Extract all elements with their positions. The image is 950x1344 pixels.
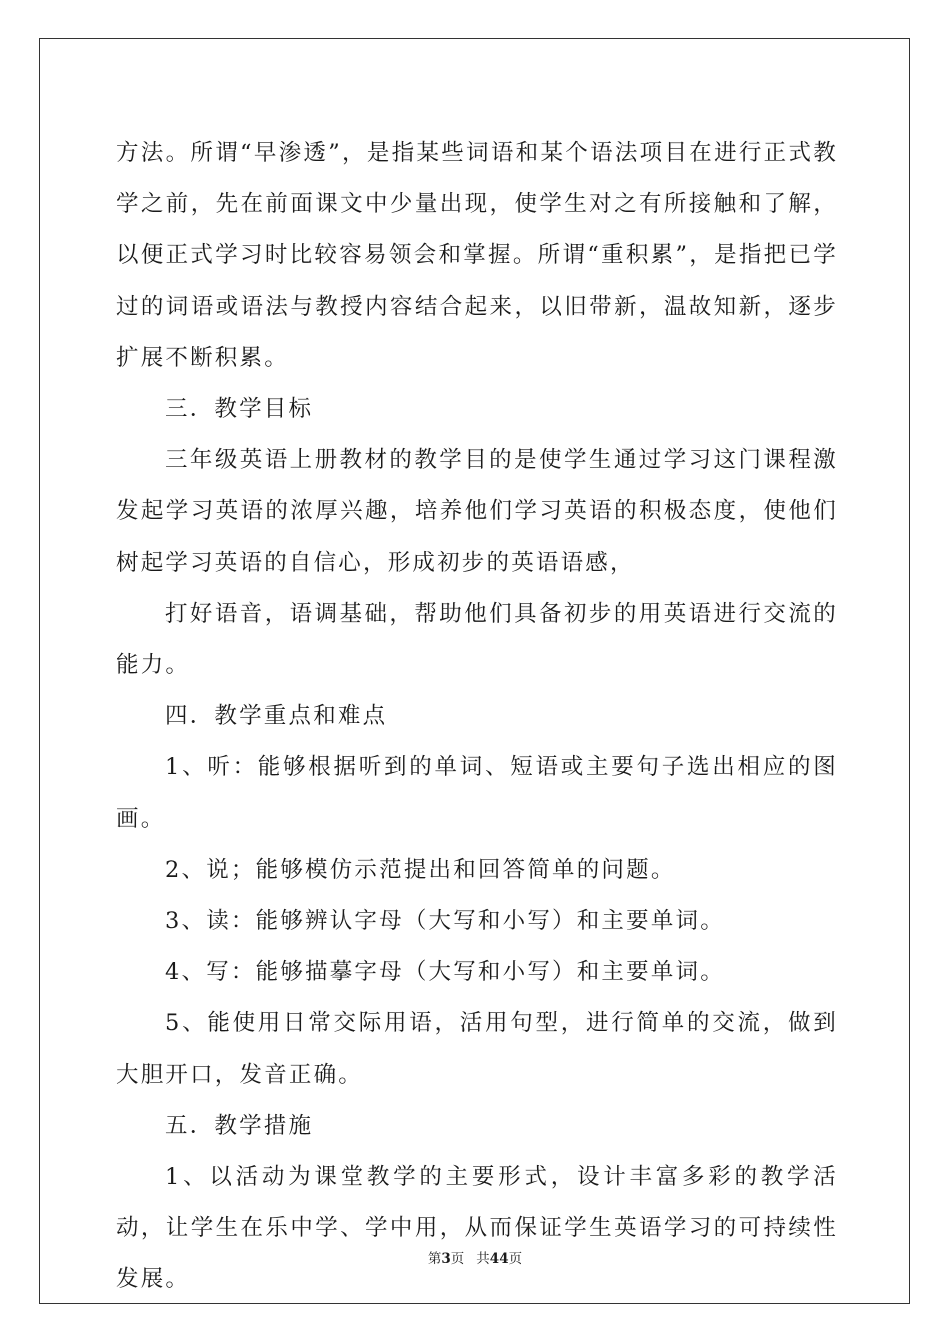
page-prefix: 第 [427, 1251, 442, 1267]
total-prefix: 共 [476, 1251, 490, 1267]
list-item-2: 2、说；能够模仿示范提出和回答简单的问题。 [165, 856, 676, 883]
page-suffix: 页 [450, 1251, 465, 1267]
list-item-3: 3、读：能够辨认字母（大写和小写）和主要单词。 [165, 908, 725, 935]
page-footer [0, 1247, 950, 1267]
section-heading-4: 四．教学重点和难点 [165, 703, 388, 730]
document-body [116, 128, 838, 1306]
page-number: 3 [441, 1251, 451, 1267]
paragraph-3: 打好语音，语调基础，帮助他们具备初步的用英语进行交流的能力。 [116, 600, 838, 679]
paragraph-1: 方法。所谓“早渗透”，是指某些词语和某个语法项目在进行正式教学之前，先在前面课文中少量出现，使学生对之有所接触和了解，以便正式学习时比较容易领会和掌握。所谓“重积累”，是指把已学过的词语或语法与教授内容结合起来，以旧带新，温故知新，逐步扩展不断积累。 [116, 140, 838, 371]
list-item-5: 5、能使用日常交际用语，活用句型，进行简单的交流，做到大胆开口，发音正确。 [116, 1010, 838, 1088]
list-item-4: 4、写：能够描摹字母（大写和小写）和主要单词。 [165, 959, 725, 986]
list-item-6: 1、以活动为课堂教学的主要形式，设计丰富多彩的教学活动，让学生在乐中学、学中用，从而保证学生英语学习的可持续性发展。 [116, 1164, 838, 1293]
total-pages: 44 [489, 1251, 509, 1267]
paragraph-2: 三年级英语上册教材的教学目的是使学生通过学习这门课程激发起学习英语的浓厚兴趣，培养他们学习英语的积极态度，使他们树起学习英语的自信心，形成初步的英语语感， [116, 447, 838, 576]
section-heading-3: 三．教学目标 [165, 396, 314, 423]
section-heading-5: 五．教学措施 [165, 1112, 314, 1139]
total-suffix: 页 [508, 1251, 523, 1267]
list-item-1: 1、听：能够根据听到的单词、短语或主要句子选出相应的图画。 [116, 754, 838, 832]
